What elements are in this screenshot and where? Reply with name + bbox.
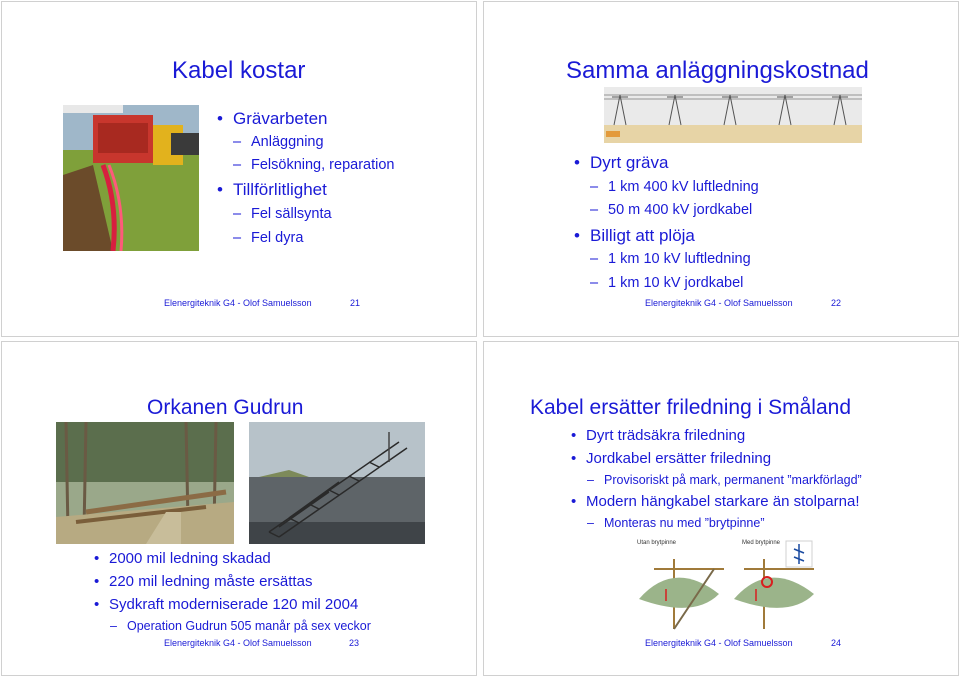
bullet: • Jordkabel ersätter friledning [586, 450, 771, 467]
sub-bullet: – Monteras nu med ”brytpinne” [604, 516, 765, 530]
brytpinne-diagram [634, 539, 824, 637]
slide-title: Kabel ersätter friledning i Småland [530, 396, 852, 419]
slide-title: Kabel kostar [172, 57, 306, 84]
slide-footer: Elenergiteknik G4 - Olof Samuelsson [645, 638, 793, 648]
slide-footer: Elenergiteknik G4 - Olof Samuelsson [645, 298, 793, 308]
diagram-label: Utan brytpinne [637, 540, 677, 546]
bullet: • Modern hängkabel starkare än stolparna! [586, 493, 860, 510]
fallen-trees-photo [56, 422, 234, 544]
sub-bullet: – 50 m 400 kV jordkabel [608, 202, 752, 218]
sub-bullet: – Operation Gudrun 505 manår på sex veckor [127, 619, 371, 633]
sub-bullet: – Anläggning [251, 134, 324, 150]
page-number: 24 [831, 638, 842, 648]
power-line-illustration [604, 87, 862, 143]
diagram-label: Med brytpinne [742, 540, 781, 546]
sub-bullet: – 1 km 10 kV jordkabel [608, 275, 743, 291]
bullet: • Sydkraft moderniserade 120 mil 2004 [109, 596, 358, 613]
bullet: • 220 mil ledning måste ersättas [109, 573, 312, 590]
slide-23 [1, 341, 477, 676]
bullet: • Dyrt gräva [590, 153, 668, 173]
bullet: • Tillförlitlighet [233, 180, 327, 200]
bullet: • Billigt att plöja [590, 226, 695, 246]
slide-21 [1, 1, 477, 337]
sub-bullet: – 1 km 400 kV luftledning [608, 179, 759, 195]
page-number: 21 [350, 298, 361, 308]
sub-bullet: – Provisoriskt på mark, permanent ”markförlagd” [604, 473, 862, 487]
sub-bullet: – Felsökning, reparation [251, 157, 394, 173]
cable-laying-photo [63, 105, 199, 251]
page-number: 22 [831, 298, 842, 308]
bullet: • Dyrt trädsäkra friledning [586, 427, 745, 444]
slide-24 [483, 341, 959, 676]
fallen-pylon-photo [249, 422, 425, 544]
slide-22 [483, 1, 959, 337]
page-number: 23 [349, 638, 360, 648]
slide-footer: Elenergiteknik G4 - Olof Samuelsson [164, 638, 312, 648]
slide-title: Orkanen Gudrun [147, 396, 304, 419]
slide-footer: Elenergiteknik G4 - Olof Samuelsson [164, 298, 312, 308]
bullet: • 2000 mil ledning skadad [109, 550, 271, 567]
bullet: • Grävarbeten [233, 109, 328, 129]
sub-bullet: – Fel sällsynta [251, 206, 332, 222]
sub-bullet: – Fel dyra [251, 230, 303, 246]
sub-bullet: – 1 km 10 kV luftledning [608, 251, 751, 267]
slide-title: Samma anläggningskostnad [566, 57, 869, 84]
